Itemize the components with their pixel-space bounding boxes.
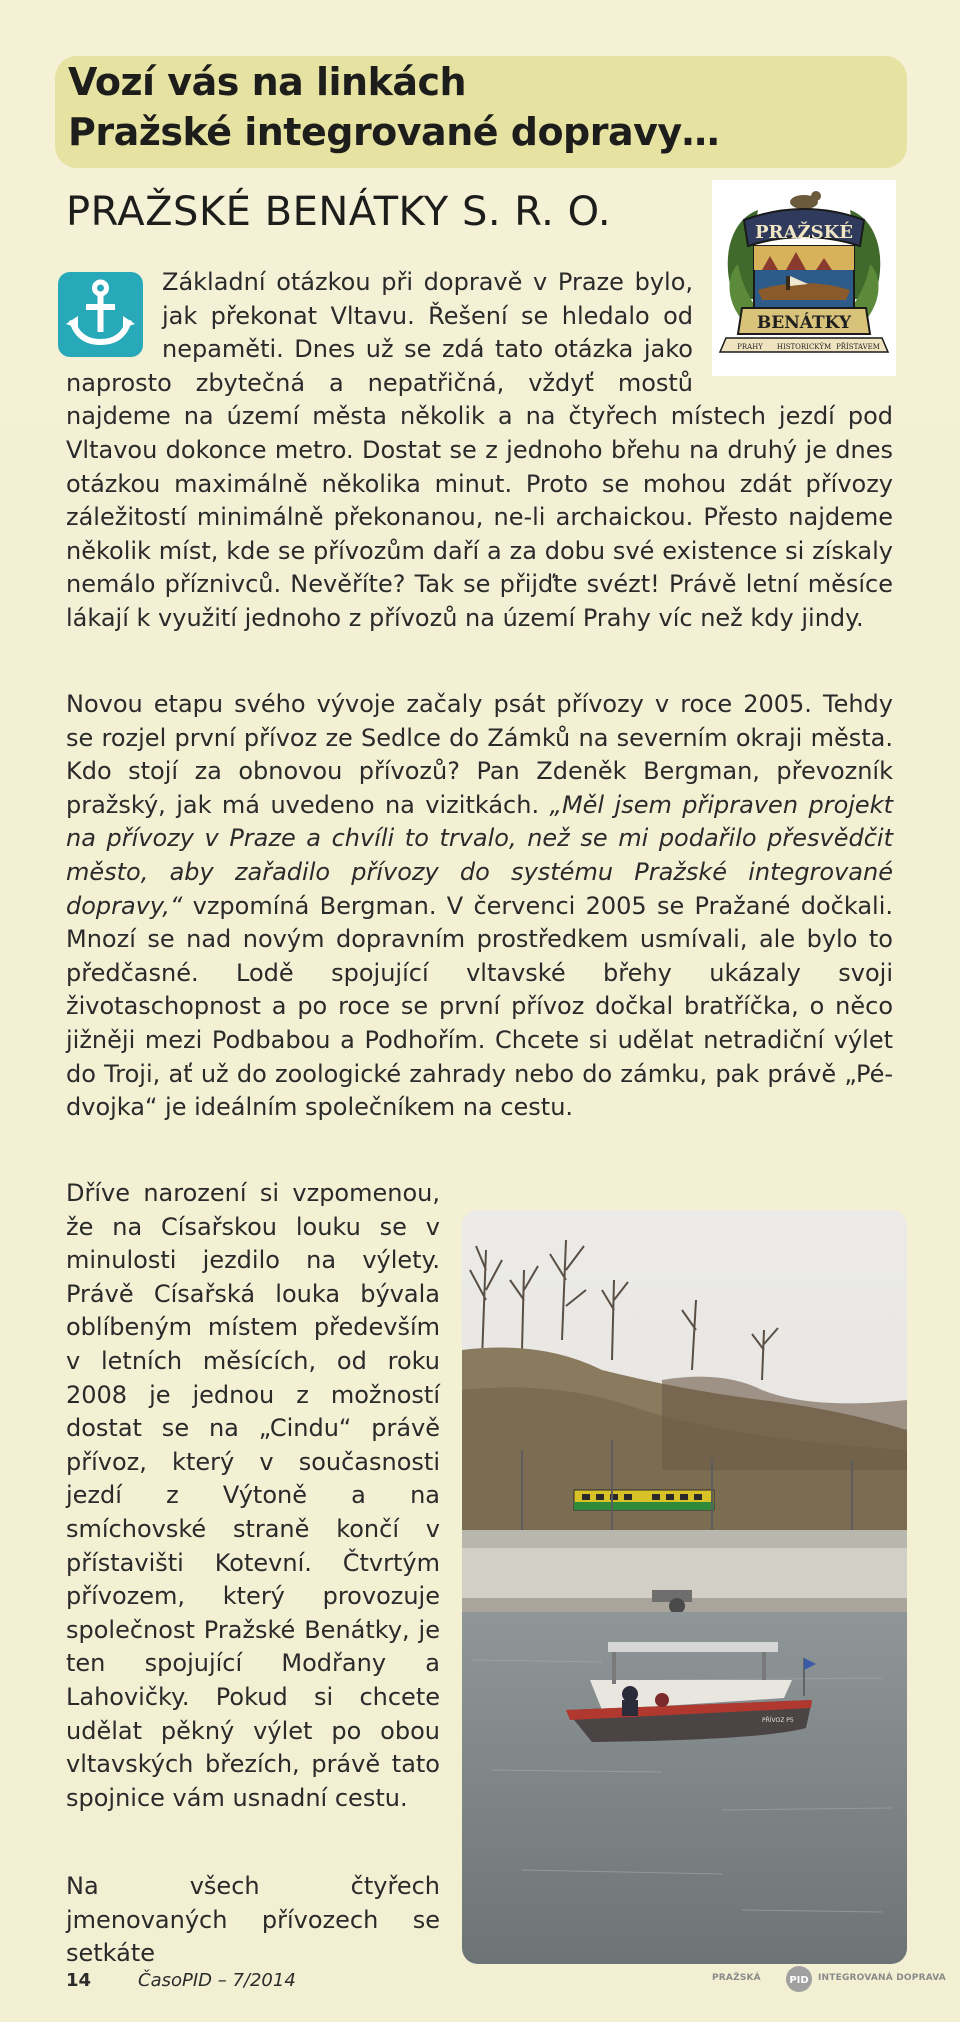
pid-brand-left: PRAŽSKÁ — [712, 1973, 761, 1983]
logo-ribbon-left: PRAHY — [737, 343, 763, 351]
article-paragraph-2 — [66, 688, 893, 1125]
logo-top-text: PRAŽSKÉ — [755, 222, 853, 243]
article-paragraph-3: Dříve narození si vzpomenou, že na Císařskou louku se v minulosti jezdilo na výlety. Právě Císařská louka bývala oblíbeným místem především v letních měsících, od roku 2008 je jednou z možností dostat se na „Cindu“ právě přívoz, který v současnosti jezdí z Výtoně a na smíchovské straně končí v přístavišti Kotevní. Čtvrtým přívozem, který provozuje společnost Pražské Benátky, je ten spojující Modřany a Lahovičky. Pokud si chcete udělat pěkný výlet po obou vltavských březích, právě tato spojnice vám usnadní cestu. — [66, 1179, 440, 1812]
ferry-photo — [462, 1210, 907, 1964]
pid-logo-text: PID — [789, 1975, 809, 1986]
logo-wrap-space — [693, 266, 893, 380]
page-title — [68, 57, 888, 157]
logo-ribbon-right: PŘÍSTAVEM — [836, 343, 880, 351]
article-paragraph-1-text: Základní otázkou při dopravě v Praze bylo, jak překonat Vltavu. Řešení se hledalo od nepaměti. Dnes už se zdá tato otázka jako naprosto zbytečná a nepatřičná, vždyť mostů najdeme na území města několik a na čtyřech místech jezdí pod Vltavou dokonce metro. Dostat se z jednoho břehu na druhý je dnes otázkou maximálně několika minut. Proto se mohou zdát přívozy záležitostí minimálně překonanou, ne-li archaickou. Přesto najdeme několik míst, kde se přívozům daří a za dobu své existence si získaly nemálo příznivců. Nevěříte? Tak se přijďte svézt! Právě letní měsíce lákají k využití jednoho z přívozů na území Prahy víc než kdy jindy. — [66, 268, 893, 632]
article-paragraph-2-a: Novou etapu svého vývoje začaly psát přívozy v roce 2005. Tehdy se rozjel první přívoz ze Sedlce do Zámků na severním okraji města. Kdo stojí za obnovou přívozů? Pan Zdeněk Bergman, převozník pražský, jak má uvedeno na vizitkách. — [66, 690, 893, 819]
page-title-line-1: Vozí vás na linkách — [68, 60, 467, 104]
logo-bottom-text: BENÁTKY — [756, 313, 852, 333]
bergman-quote: „Měl jsem připraven projekt na přívozy v Praze a chvíli to trvalo, než se mi podařilo přesvědčit město, aby zařadilo přívozy do systému Pražské integrované dopravy,“ — [66, 790, 893, 920]
magazine-issue: ČasoPID – 7/2014 — [138, 1970, 296, 1991]
company-title: PRAŽSKÉ BENÁTKY S. R. O. — [66, 189, 612, 235]
page-number: 14 — [66, 1970, 92, 1991]
pid-brand-right: INTEGROVANÁ DOPRAVA — [818, 1973, 946, 1983]
pid-logo-icon — [784, 1965, 814, 1993]
article-paragraph-2-b: vzpomíná Bergman. V červenci 2005 se Pražané dočkali. Mnozí se nad novým dopravním prostředkem usmívali, ale bylo to předčasné. Lodě spojující vltavské břehy ukázaly svoji životaschopnost a po roce se první přívoz dočkal bratříčka, o něco jižněji mezi Podbabou a Podhořím. Chcete si udělat netradiční výlet do Troji, ať už do zoologické zahrady nebo do zámku, pak právě „Pé-dvojka“ je ideálním společníkem na cestu. — [66, 891, 893, 1122]
logo-ribbon-mid: HISTORICKÝM — [776, 343, 832, 351]
article-paragraph-4: Na všech čtyřech jmenovaných přívozech se setkáte — [66, 1872, 440, 1968]
pid-brand-logo — [712, 1962, 946, 1996]
page-title-line-2: Pražské integrované dopravy… — [68, 110, 720, 154]
ferry-photo-scene — [462, 1210, 907, 1964]
anchor-wrap-space — [66, 266, 162, 366]
ferry-name: PŘÍVOZ P5 — [762, 1717, 794, 1724]
article-paragraph-1 — [66, 266, 893, 636]
